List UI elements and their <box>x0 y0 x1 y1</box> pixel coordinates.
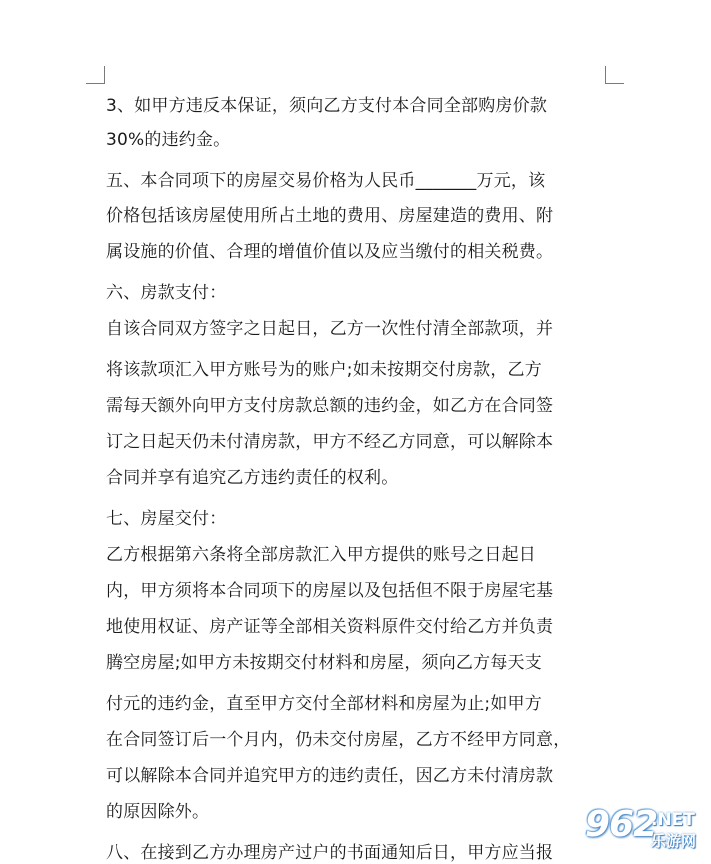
text-line: 3、如甲方违反本保证，须向乙方支付本合同全部购房价款 <box>106 96 548 116</box>
site-watermark-logo <box>585 804 709 854</box>
watermark-domain: .NET <box>651 810 695 830</box>
margin-corner-mark-top-right <box>605 66 606 84</box>
text-line: 价格包括该房屋使用所占土地的费用、房屋建造的费用、附 <box>106 206 554 226</box>
text-line: 五、本合同项下的房屋交易价格为人民币_______万元，该 <box>106 171 546 191</box>
watermark-site-name: 乐游网 <box>651 832 697 850</box>
text-line: 属设施的价值、合理的增值价值以及应当缴付的相关税费。 <box>106 242 554 262</box>
watermark-brand: 962 <box>585 804 658 845</box>
margin-corner-mark-top-left-horizontal <box>86 83 105 84</box>
text-line: 内，甲方须将本合同项下的房屋以及包括但不限于房屋宅基 <box>106 581 554 601</box>
text-line: 八、在接到乙方办理房产过户的书面通知后日，甲方应当报 <box>106 843 554 863</box>
text-line: 的原因除外。 <box>106 802 210 822</box>
text-line: 需每天额外向甲方支付房款总额的违约金，如乙方在合同签 <box>106 396 554 416</box>
text-line: 将该款项汇入甲方账号为的账户;如未按期交付房款，乙方 <box>106 360 542 380</box>
text-line: 合同并享有追究乙方违约责任的权利。 <box>106 468 399 488</box>
section-heading: 七、房屋交付： <box>106 509 227 529</box>
section-heading: 六、房款支付： <box>106 283 227 303</box>
text-line: 在合同签订后一个月内，仍未交付房屋，乙方不经甲方同意， <box>106 730 571 750</box>
text-line: 地使用权证、房产证等全部相关资料原件交付给乙方并负责 <box>106 617 554 637</box>
text-line: 付元的违约金，直至甲方交付全部材料和房屋为止;如甲方 <box>106 694 542 714</box>
text-line: 腾空房屋;如甲方未按期交付材料和房屋，须向乙方每天支 <box>106 653 542 673</box>
text-line: 可以解除本合同并追究甲方的违约责任，因乙方未付清房款 <box>106 766 554 786</box>
margin-corner-mark-top-left <box>104 66 105 84</box>
margin-corner-mark-top-right-horizontal <box>605 83 624 84</box>
text-line: 30%的违约金。 <box>106 130 231 150</box>
text-line: 订之日起天仍未付清房款，甲方不经乙方同意，可以解除本 <box>106 432 554 452</box>
text-line: 乙方根据第六条将全部房款汇入甲方提供的账号之日起日 <box>106 545 536 565</box>
text-line: 自该合同双方签字之日起日，乙方一次性付清全部款项，并 <box>106 319 554 339</box>
